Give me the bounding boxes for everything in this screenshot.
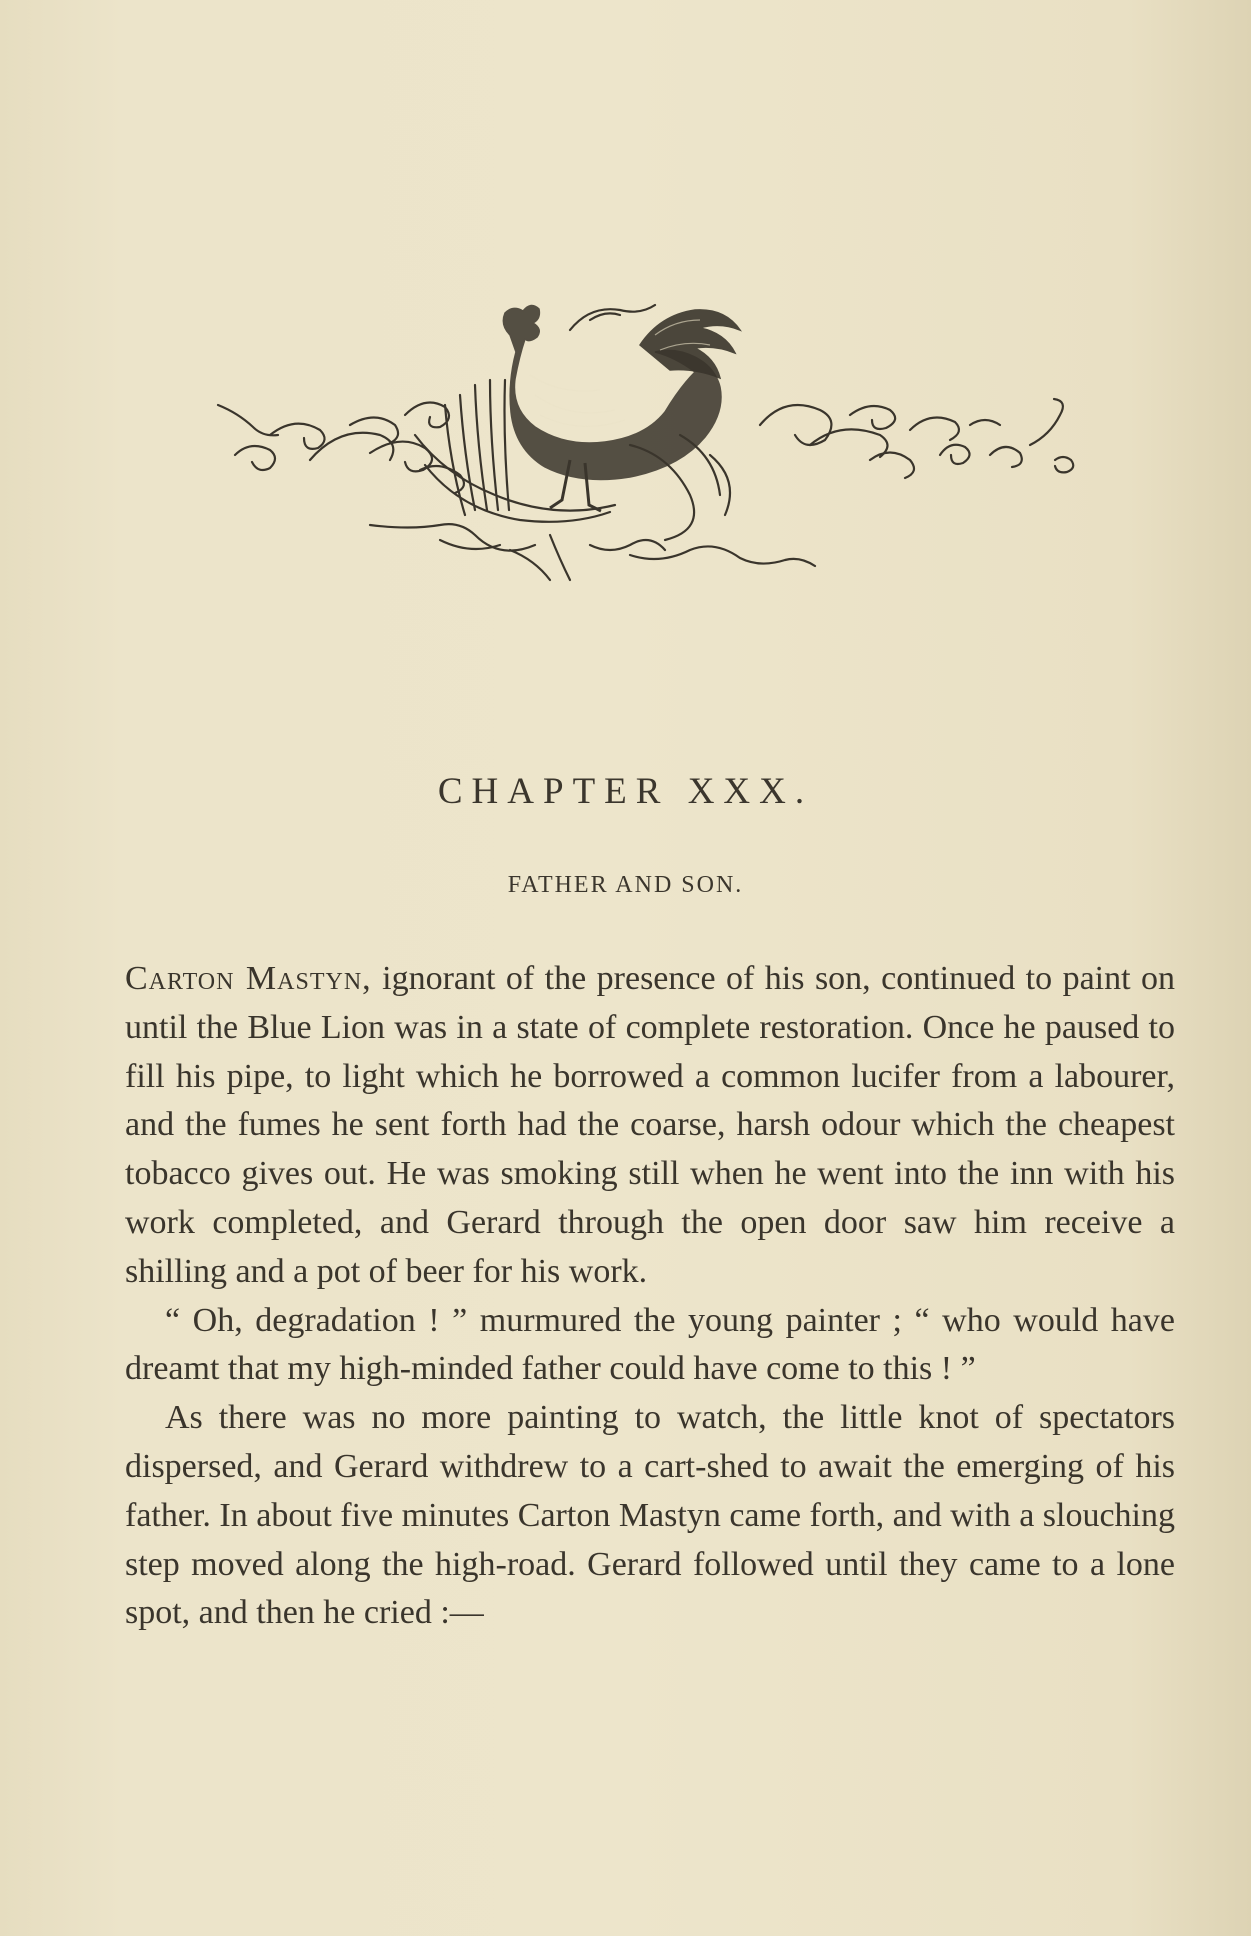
paragraph: As there was no more painting to watch, the little knot of spectators dispersed, and Gerard withdrew to a cart-shed to await the emerging of his father. In about five minutes Carton Mastyn came forth, and with a slouching step moved along the high-road. Gerard followed until they came to a lone spot, and then he cried :—: [125, 1399, 1175, 1632]
paragraph-lead: Carton Mastyn,: [125, 960, 372, 997]
rooster-vignette-icon: [210, 285, 1105, 595]
body-text: [125, 955, 1175, 1638]
chapter-subtitle: FATHER AND SON.: [507, 872, 744, 898]
paragraph: “ Oh, degradation ! ” murmured the young painter ; “ who would have dreamt that my high-minded father could have come to this ! ”: [125, 1301, 1175, 1388]
paragraph-text: ignorant of the presence of his son, continued to paint on until the Blue Lion was in a state of complete restoration. Once he paused to fill his pipe, to light which he borrowed a common lucifer from a labourer, and the fumes he sent forth had the coarse, harsh odour which the cheapest tobacco gives out. He was smoking still when he went into the inn with his work completed, and Gerard through the open door saw him receive a shilling and a pot of beer for his work.: [125, 960, 1176, 1290]
chapter-title: CHAPTER XXX.: [437, 771, 814, 812]
paragraph: [125, 955, 1175, 1297]
